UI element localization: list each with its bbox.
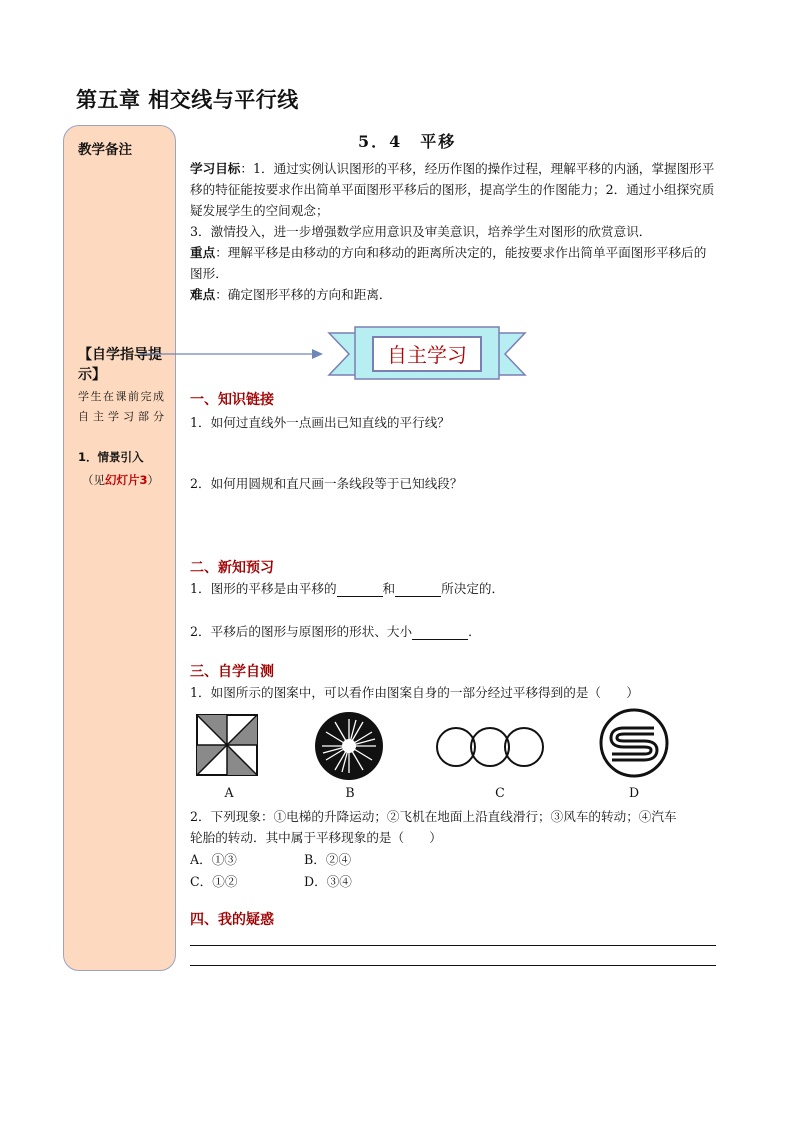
option-c[interactable]: C．①②: [190, 874, 238, 889]
learning-goals: 学习目标：1．通过实例认识图形的平移，经历作图的操作过程，理解平移的内涵，掌握图形平移的特征能按要求作出简单平面图形平移后的图形，提高学生的作图能力；2．通过小组探究质疑发展学生的空间观念； 3．激情投入，进一步增强数学应用意识及审美意识，培养学生对图形的欣赏意识． 重点：理解平移是由移动的方向和移动的距离所决定的，能按要求作出简单平面图形平移后的图形． 难点：确定图形平移的方向和距离．: [190, 161, 715, 302]
part3-question-2-line1: 2．下列现象：①电梯的升降运动；②飞机在地面上沿直线滑行；③风车的转动；④汽车: [190, 809, 677, 824]
answer-blank[interactable]: [337, 583, 383, 597]
pinwheel-figure: [196, 714, 258, 776]
part2-question-2: 2．平移后的图形与原图形的形状、大小 ．: [190, 624, 481, 639]
part1-question-1: 1．如何过直线外一点画出已知直线的平行线？: [190, 415, 450, 430]
option-b[interactable]: B．②④: [304, 852, 352, 867]
sidebar-heading: 教学备注: [78, 142, 132, 158]
sunburst-figure: [314, 711, 384, 781]
part2-question-1: 1．图形的平移是由平移的 和 所决定的．: [190, 581, 505, 596]
figure-label-c: C: [495, 785, 505, 800]
part3-question-1: 1．如图所示的图案中，可以看作由图案自身的一部分经过平移得到的是（ ）: [190, 685, 639, 700]
part3-question-2-line2: 轮胎的转动．其中属于平移现象的是（ ）: [190, 830, 442, 845]
three-rings-figure: [436, 724, 544, 770]
figure-label-d: D: [628, 785, 640, 800]
sidebar-slide-ref: （见幻灯片3）: [82, 473, 160, 487]
part2-heading: 二、新知预习: [190, 560, 274, 576]
sidebar-description: 学生在课前完成自主学习部分: [78, 390, 164, 423]
s-logo-figure: [598, 707, 670, 779]
part3-heading: 三、自学自测: [190, 664, 274, 680]
section-title: 5．4 平移: [358, 132, 457, 151]
pointer-arrow: [140, 344, 325, 364]
answer-line[interactable]: [190, 965, 716, 966]
answer-line[interactable]: [190, 945, 716, 946]
teaching-notes-sidebar: [63, 125, 176, 971]
part1-question-2: 2．如何用圆规和直尺画一条线段等于已知线段？: [190, 476, 463, 491]
option-a[interactable]: A．①③: [190, 852, 237, 867]
sidebar-step: 1．情景引入: [78, 450, 144, 464]
part4-heading: 四、我的疑惑: [190, 912, 274, 928]
option-d[interactable]: D．③④: [304, 874, 352, 889]
sidebar-guide-title: 【自学指导提示】: [78, 347, 162, 383]
chapter-title: 第五章 相交线与平行线: [76, 88, 299, 112]
slide-link[interactable]: 幻灯片3: [105, 473, 148, 487]
banner-label: 自主学习: [372, 336, 482, 372]
figure-label-b: B: [345, 785, 355, 800]
part1-heading: 一、知识链接: [190, 392, 274, 408]
answer-blank[interactable]: [412, 626, 468, 640]
figure-label-a: A: [224, 785, 234, 800]
answer-blank[interactable]: [395, 583, 441, 597]
